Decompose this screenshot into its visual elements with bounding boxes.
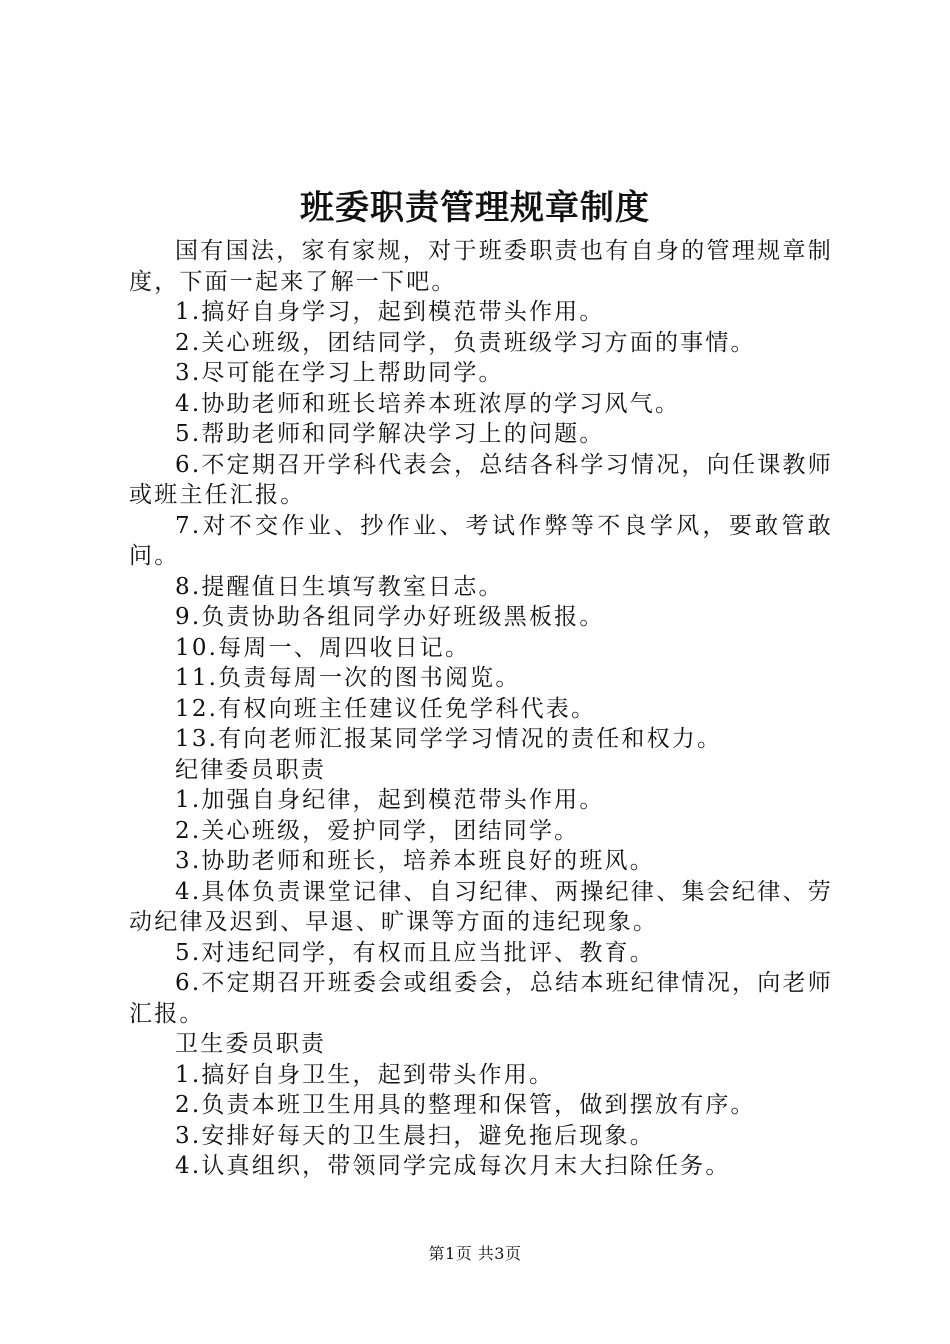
paragraph: 4.认真组织，带领同学完成每次月末大扫除任务。: [175, 1153, 731, 1179]
paragraph: 3.协助老师和班长，培养本班良好的班风。: [175, 848, 655, 874]
paragraph: 4.协助老师和班长培养本班浓厚的学习风气。: [175, 390, 681, 417]
paragraph: 8.提醒值日生填写教室日志。: [175, 573, 504, 600]
paragraph: 10.每周一、周四收日记。: [175, 634, 471, 661]
paragraph: 11.负责每周一次的图书阅览。: [175, 665, 521, 691]
paragraph: 2.关心班级，爱护同学，团结同学。: [175, 817, 580, 844]
paragraph: 1.搞好自身学习，起到模范带头作用。: [175, 299, 605, 325]
paragraph: 7.对不交作业、抄作业、考试作弊等不良学风，要敢管敢问。: [129, 512, 833, 569]
paragraph: 6.不定期召开班委会或组委会，总结本班纪律情况，向老师汇报。: [129, 970, 833, 1027]
paragraph: 国有国法，家有家规，对于班委职责也有自身的管理规章制度，下面一起来了解一下吧。: [129, 238, 833, 295]
page-footer: 第1页 共3页: [428, 1244, 522, 1263]
section-heading: 纪律委员职责: [175, 756, 327, 783]
paragraph: 2.关心班级，团结同学，负责班级学习方面的事情。: [175, 329, 756, 356]
paragraph: 9.负责协助各组同学办好班级黑板报。: [175, 604, 605, 630]
paragraph: 5.帮助老师和同学解决学习上的问题。: [175, 421, 605, 447]
paragraph: 5.对违纪同学，有权而且应当批评、教育。: [175, 939, 655, 966]
paragraph: 13.有向老师汇报某同学学习情况的责任和权力。: [175, 726, 723, 752]
paragraph: 3.安排好每天的卫生晨扫，避免拖后现象。: [175, 1122, 655, 1149]
paragraph: 1.搞好自身卫生，起到带头作用。: [175, 1061, 555, 1088]
paragraph: 12.有权向班主任建议任免学科代表。: [175, 695, 597, 722]
page-title: 班委职责管理规章制度: [300, 188, 650, 228]
section-heading: 卫生委员职责: [175, 1031, 327, 1057]
document-body: [129, 236, 833, 1182]
paragraph: 6.不定期召开学科代表会，总结各科学习情况，向任课教师或班主任汇报。: [129, 451, 833, 508]
paragraph: 2.负责本班卫生用具的整理和保管，做到摆放有序。: [175, 1092, 756, 1118]
paragraph: 4.具体负责课堂记律、自习纪律、两操纪律、集会纪律、劳动纪律及迟到、早退、旷课等方面的违纪现象。: [129, 878, 833, 935]
paragraph: 3.尽可能在学习上帮助同学。: [175, 360, 504, 386]
paragraph: 1.加强自身纪律，起到模范带头作用。: [175, 787, 605, 813]
